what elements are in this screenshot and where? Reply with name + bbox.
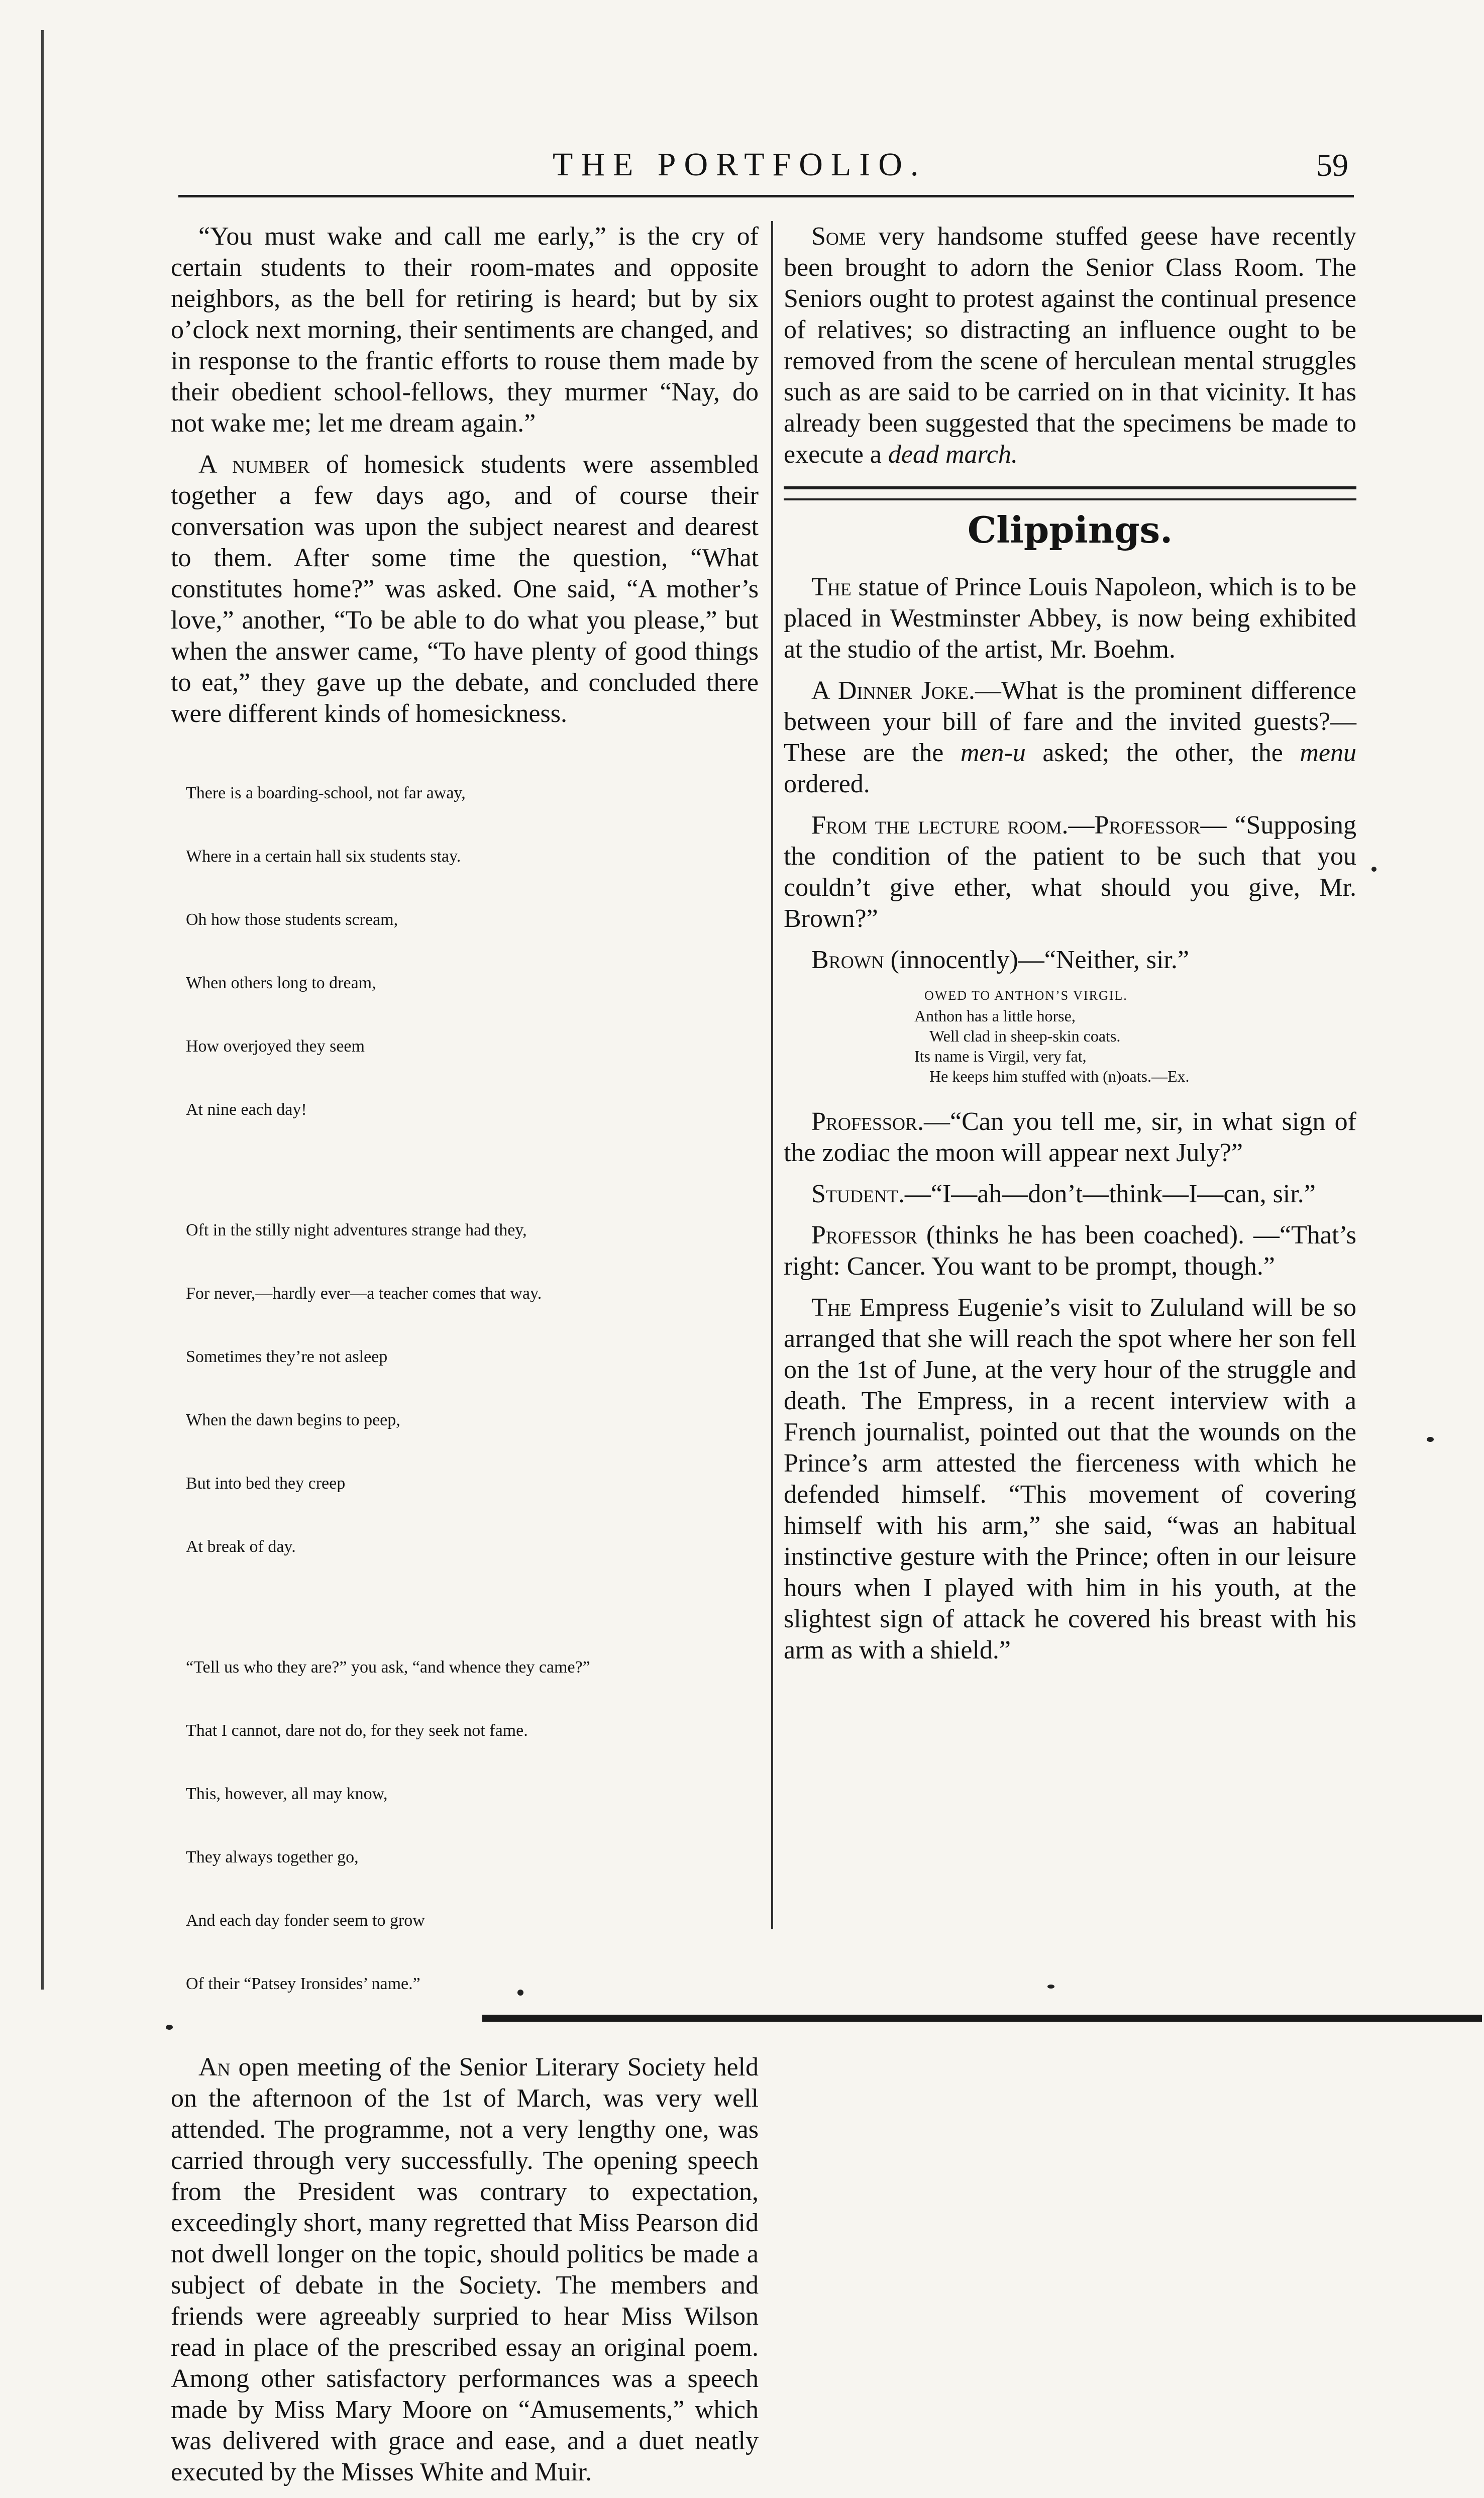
page-header [181, 146, 1348, 201]
stanza-1 [186, 741, 759, 1163]
running-title: THE PORTFOLIO. [553, 146, 927, 183]
clipping-student-reply [784, 1179, 1356, 1210]
poem-line: That I cannot, dare not do, for they seek not fame. [186, 1721, 528, 1740]
poem-line: At break of day. [186, 1537, 296, 1556]
poem-line: When others long to dream, [186, 974, 376, 992]
paragraph-text: ordered. [784, 770, 870, 798]
poem-line: There is a boarding-school, not far away, [186, 784, 466, 802]
clipping-dinner-joke [784, 675, 1356, 800]
paragraph-text: —“I—ah—don’t—think—I—can, sir.” [904, 1180, 1316, 1208]
poem-line: But into bed they creep [186, 1474, 346, 1493]
paragraph-text: very handsome stuffed geese have recently been brought to adorn the Senior Class Room. The Seniors ought to protest against the continual presence of relatives; so distracting an influence ought to be removed from the scene of herculean mental struggles such as are said to be carried on in that vicinity. It has already been suggested that the specimens be made to execute a [784, 222, 1356, 469]
poem-line: Of their “Patsey Ironsides’ name.” [186, 1974, 420, 1993]
poem-line: Its name is Virgil, very fat, [914, 1047, 1087, 1065]
speaker: Student. [811, 1180, 905, 1208]
paragraph-text: of homesick students were assembled together a few days ago, and of course their conversation was upon the subject nearest and dearest to them. After some time the question, “What constitutes home?” was asked. One said, “A mother’s love,” another, “To be able to do what you please,” but when the answer came, “To have plenty of good things to eat,” they gave up the debate, and concluded there were different kinds of homesickness. [171, 450, 759, 728]
clipping-zodiac [784, 1106, 1356, 1169]
boarding-school-poem [186, 741, 759, 2037]
stanza-3 [186, 1615, 759, 2037]
lead-in: The [811, 573, 852, 601]
clipping-statue [784, 572, 1356, 665]
column-divider [771, 221, 773, 1929]
scan-speck [1047, 1985, 1054, 1989]
page-number: 59 [1316, 147, 1348, 183]
paragraph-text: —“Can you tell me, sir, in what sign of the zodiac the moon will appear next July?” [784, 1107, 1356, 1167]
binding-edge-line [41, 30, 44, 1990]
left-column [171, 221, 759, 2498]
clipping-brown-reply [784, 945, 1356, 976]
poem-line: And each day fonder seem to grow [186, 1911, 425, 1930]
lead-in: A number [198, 450, 310, 479]
speaker: Professor [811, 1221, 917, 1250]
poem-line: He keeps him stuffed with (n)oats.—Ex. [929, 1067, 1190, 1085]
paragraph-text: “Supposing the condition of the patient to be such that you couldn’t give ether, what should you give, Mr. Brown?” [784, 811, 1357, 933]
header-rule [178, 195, 1354, 197]
scan-speck [1427, 1437, 1434, 1442]
poem-line: Sometimes they’re not asleep [186, 1347, 388, 1366]
speaker: Brown [811, 946, 884, 974]
section-double-rule [784, 486, 1356, 500]
paragraph-text: asked; the other, the [1025, 739, 1300, 767]
italic-text: dead march. [888, 440, 1018, 469]
poem-line: How overjoyed they seem [186, 1037, 365, 1056]
paragraph-stuffed-geese [784, 221, 1356, 470]
speaker: Professor. [811, 1107, 924, 1136]
paragraph-text: (thinks he has been coached). —“That’s right: Cancer. You want to be prompt, though.” [784, 1221, 1356, 1281]
lead-in: Some [811, 222, 866, 251]
italic-text: men-u [960, 739, 1026, 767]
scan-speck [517, 1990, 523, 1996]
poem-line: Where in a certain hall six students stay. [186, 847, 461, 866]
poem-line: For never,—hardly ever—a teacher comes that way. [186, 1284, 542, 1303]
lead-in: An [198, 2053, 231, 2081]
paragraph-text: statue of Prince Louis Napoleon, which is to be placed in Westminster Abbey, is now being exhibited at the studio of the artist, Mr. Boehm. [784, 573, 1356, 664]
paragraph-literary-society [171, 2052, 759, 2488]
lead-in: From the lecture room.—Professor— [811, 811, 1227, 840]
paragraph-text: Empress Eugenie’s visit to Zululand will be so arranged that she will reach the spot where her son fell on the 1st of June, at the very hour of the struggle and death. The Empress, in a recent interview with a French journalist, pointed out that the wounds on the Prince’s arm attested the fierceness with which he defended himself. “This movement of covering himself with his arm,” she said, “was an habitual instinctive gesture with the Prince; often in our leisure hours when I played with him in his youth, at the slightest sign of attack he covered his breast with his arm as with a shield.” [784, 1293, 1356, 1664]
anthon-poem [914, 986, 1356, 1086]
poem-line: Oft in the stilly night adventures strange had they, [186, 1221, 527, 1239]
poem-line: At nine each day! [186, 1100, 307, 1119]
italic-text: menu [1300, 739, 1356, 767]
scan-speck [1371, 867, 1376, 872]
poem-line: Well clad in sheep-skin coats. [929, 1027, 1121, 1045]
paragraph-text: —What is the prominent difference between your bill of fare and the invited guests?—These are the [784, 676, 1356, 767]
clipping-lecture-room [784, 810, 1356, 934]
right-column [784, 221, 1356, 1676]
lead-in: A Dinner Joke. [811, 676, 975, 705]
poem-line: “Tell us who they are?” you ask, “and whence they came?” [186, 1658, 590, 1677]
poem-title: OWED TO ANTHON’S VIRGIL. [924, 988, 1128, 1003]
paragraph-text: open meeting of the Senior Literary Society held on the afternoon of the 1st of March, was very well attended. The programme, not a very lengthy one, was carried through very successfully. The opening speech from the President was contrary to expectation, exceedingly short, many regretted that Miss Pearson did not dwell longer on the topic, should politics be made a subject of debate in the Society. The members and friends were agreeably surpried to hear Miss Wilson read in place of the prescribed essay an original poem. Among other satisfactory performances was a speech made by Miss Mary Moore on “Amusements,” which was delivered with grace and ease, and a duet neatly executed by the Misses White and Muir. [171, 2053, 759, 2486]
poem-line: Anthon has a little horse, [914, 1007, 1076, 1025]
poem-line: When the dawn begins to peep, [186, 1411, 400, 1429]
poem-line: Oh how those students scream, [186, 910, 398, 929]
poem-line: They always together go, [186, 1848, 359, 1866]
clipping-professor-reply [784, 1220, 1356, 1282]
paragraph-text: (innocently)—“Neither, sir.” [884, 946, 1189, 974]
bottom-rule [482, 2015, 1482, 2022]
poem-line: This, however, all may know, [186, 1785, 388, 1803]
clipping-empress [784, 1292, 1356, 1666]
clippings-heading: Clippings. [967, 508, 1173, 551]
scan-speck [166, 2025, 173, 2030]
lead-in: The [811, 1293, 852, 1322]
paragraph-wake-early: “You must wake and call me early,” is the cry of certain students to their room-mates and opposite neighbors, as the bell for retiring is heard; but by six o’clock next morning, their sentiments are changed, and in response to the frantic efforts to rouse them made by their obedient school-fellows, they murmer “Nay, do not wake me; let me dream again.” [171, 222, 759, 438]
paragraph-homesick [171, 449, 759, 730]
stanza-2 [186, 1178, 759, 1600]
